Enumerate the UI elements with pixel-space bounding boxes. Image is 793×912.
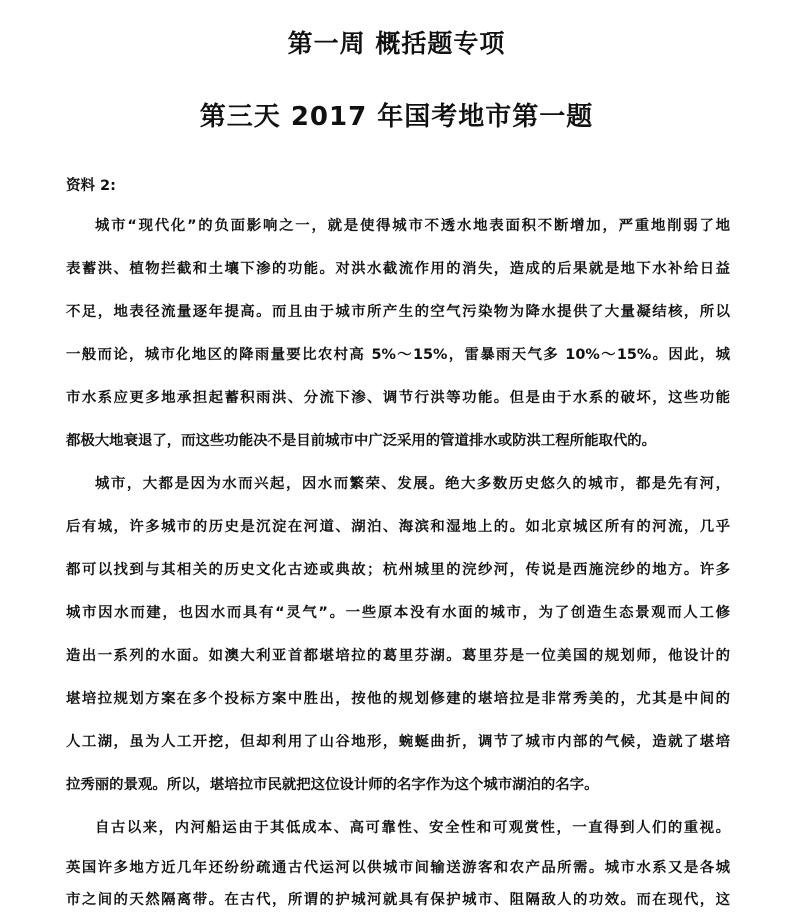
page-subtitle: 第三天 2017 年国考地市第一题 [199, 102, 594, 132]
paragraph-line: 英国许多地方近几年还纷纷疏通古代运河以供城市间输送游客和农产品所需。城市水系又是各城 [66, 860, 730, 876]
paragraph-line: 造出一系列的水面。如澳大利亚首都堪培拉的葛里芬湖。葛里芬是一位美国的规划师，他设计的 [66, 648, 730, 664]
paragraph-line: 自古以来，内河船运由于其低成本、高可靠性、安全性和可观赏性，一直得到人们的重视。 [95, 820, 730, 836]
paragraph-line: 堪培拉规划方案在多个投标方案中胜出，按他的规划修建的堪培拉是非常秀美的，尤其是中间的 [66, 691, 730, 707]
paragraph-line: 不足，地表径流量逐年提高。而且由于城市所产生的空气污染物为降水提供了大量凝结核，所以 [66, 304, 730, 320]
paragraph-line: 后有城，许多城市的历史是沉淀在河道、湖泊、海滨和湿地上的。如北京城区所有的河流，几乎 [66, 519, 730, 535]
paragraph-line: 城市因水而建，也因水而具有“灵气”。一些原本没有水面的城市，为了创造生态景观而人工修 [66, 605, 730, 621]
paragraph-line: 一般而论，城市化地区的降雨量要比农村高 5%～15%，雷暴雨天气多 10%～15%。因此，城 [66, 347, 730, 363]
paragraph-line: 市水系应更多地承担起蓄积雨洪、分流下渗、调节行洪等功能。但是由于水系的破坏，这些功能 [66, 390, 730, 406]
paragraph-line: 都可以找到与其相关的历史文化古迹或典故；杭州城里的浣纱河，传说是西施浣纱的地方。许多 [66, 562, 730, 578]
paragraph-line: 城市，大都是因为水而兴起，因水而繁荣、发展。绝大多数历史悠久的城市，都是先有河， [95, 476, 730, 492]
paragraph-line: 拉秀丽的景观。所以，堪培拉市民就把这位设计师的名字作为这个城市湖泊的名字。 [66, 777, 599, 793]
page-title: 第一周 概括题专项 [287, 29, 506, 58]
paragraph-line: 城市“现代化”的负面影响之一，就是使得城市不透水地表面积不断增加，严重地削弱了地 [95, 218, 730, 234]
paragraph-line: 人工湖，虽为人工开挖，但却利用了山谷地形，蜿蜒曲折，调节了城市内部的气候，造就了堪培 [66, 734, 730, 750]
paragraph-line: 表蓄洪、植物拦截和土壤下渗的功能。对洪水截流作用的消失，造成的后果就是地下水补给日益 [66, 261, 730, 277]
paragraph-line: 都极大地衰退了，而这些功能决不是目前城市中广泛采用的管道排水或防洪工程所能取代的。 [66, 433, 657, 449]
paragraph-line: 市之间的天然隔离带。在古代，所谓的护城河就具有保护城市、阻隔敌人的功效。而在现代，这 [66, 892, 730, 908]
section-label: 资料 2: [66, 178, 116, 194]
